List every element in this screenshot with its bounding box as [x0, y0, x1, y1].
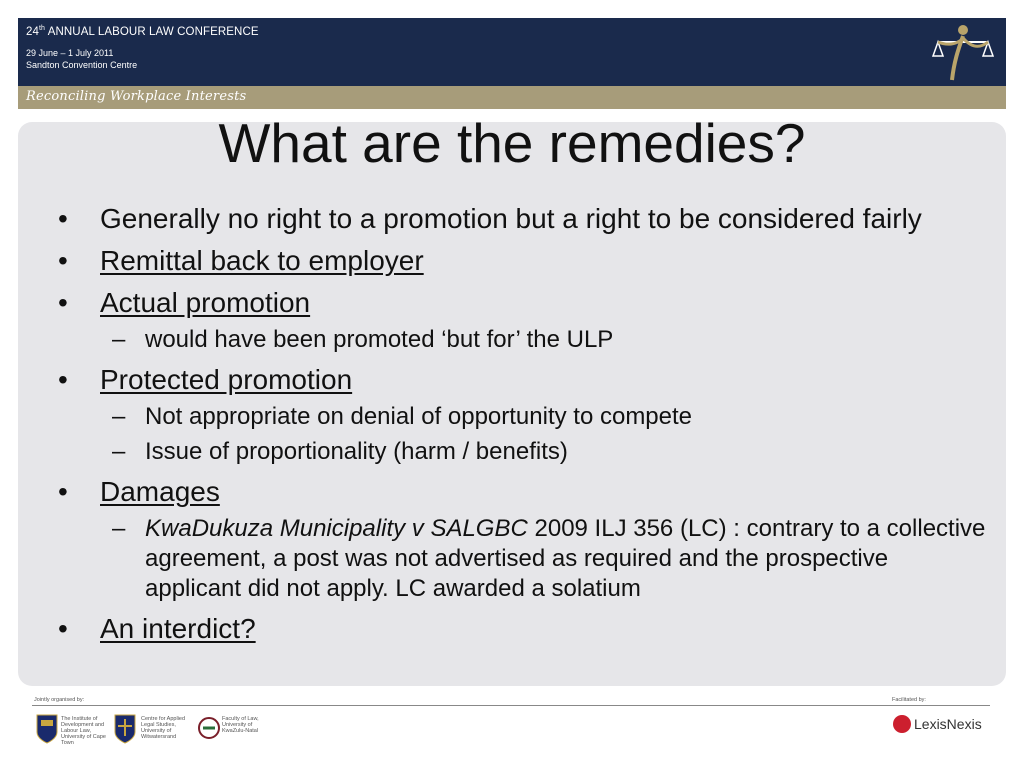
slide-title: What are the remedies?: [218, 112, 806, 174]
bullet-item: [56, 363, 986, 396]
dash-icon: –: [112, 438, 126, 465]
bullet-item: [56, 475, 986, 508]
bullet-item: [56, 244, 986, 277]
organised-by-label: Jointly organised by:: [34, 697, 85, 703]
conference-details: [26, 47, 137, 71]
sub-bullet-item: [56, 325, 986, 355]
conference-title: [26, 25, 259, 38]
bullet-icon: •: [58, 476, 68, 507]
wits-crest-icon: [114, 714, 136, 744]
bullet-link-protected-promotion[interactable]: Protected promotion: [100, 364, 353, 395]
org-ukzn-label: Faculty of Law, University of KwaZulu-Natal: [222, 716, 259, 734]
case-citation: KwaDukuza Municipality v SALGBC: [145, 515, 528, 542]
conference-venue: Sandton Convention Centre: [26, 60, 138, 70]
footer-divider: [32, 705, 990, 706]
sub-bullet-item: [56, 514, 986, 604]
bullet-icon: •: [58, 203, 68, 234]
conference-number: 24: [26, 25, 39, 38]
dash-icon: –: [112, 403, 126, 430]
tagline-bar: [18, 86, 1006, 109]
bullet-icon: •: [58, 364, 68, 395]
dash-icon: –: [112, 326, 126, 353]
bullet-list: [56, 202, 986, 654]
sub-bullet-text: 2009 ILJ 356 (LC) : contrary to a collective agreement, a post was not advertised as required and the prospective applicant did not apply. LC awarded a solatium: [145, 515, 986, 602]
lexisnexis-logo-icon: [893, 715, 911, 733]
sub-bullet-text: Not appropriate on denial of opportunity to compete: [145, 403, 693, 430]
bullet-item: [56, 612, 986, 645]
bullet-link-interdict[interactable]: An interdict?: [100, 613, 256, 644]
bullet-item: [56, 286, 986, 319]
sub-bullet-item: [56, 437, 986, 467]
bullet-icon: •: [58, 613, 68, 644]
bullet-item: [56, 202, 986, 235]
conference-banner: [18, 18, 1006, 86]
sponsor-name: LexisNexis: [914, 716, 982, 732]
org-wits-label: Centre for Applied Legal Studies, University of Witwatersrand: [141, 716, 186, 740]
sub-bullet-text: would have been promoted ‘but for’ the ULP: [145, 326, 614, 353]
sub-bullet-text: Issue of proportionality (harm / benefits): [145, 438, 568, 465]
bullet-text: Generally no right to a promotion but a right to be considered fairly: [100, 203, 922, 234]
dash-icon: –: [112, 515, 126, 542]
bullet-icon: •: [58, 287, 68, 318]
scales-of-justice-logo-icon: [930, 20, 1002, 84]
bullet-icon: •: [58, 245, 68, 276]
bullet-link-damages[interactable]: Damages: [100, 476, 220, 507]
facilitated-by-label: Facilitated by:: [892, 697, 926, 703]
org-uct-label: The Institute of Development and Labour Law, University of Cape Town: [61, 716, 106, 746]
ukzn-crest-icon: [198, 714, 220, 744]
conference-ordinal: th: [39, 25, 46, 32]
uct-crest-icon: [36, 714, 58, 744]
sub-bullet-item: [56, 402, 986, 432]
bullet-link-actual-promotion[interactable]: Actual promotion: [100, 287, 311, 318]
conference-dates: 29 June – 1 July 2011: [26, 48, 114, 58]
tagline: Reconciling Workplace Interests: [26, 89, 247, 104]
conference-name: ANNUAL LABOUR LAW CONFERENCE: [47, 25, 259, 38]
bullet-link-remittal[interactable]: Remittal back to employer: [100, 245, 424, 276]
